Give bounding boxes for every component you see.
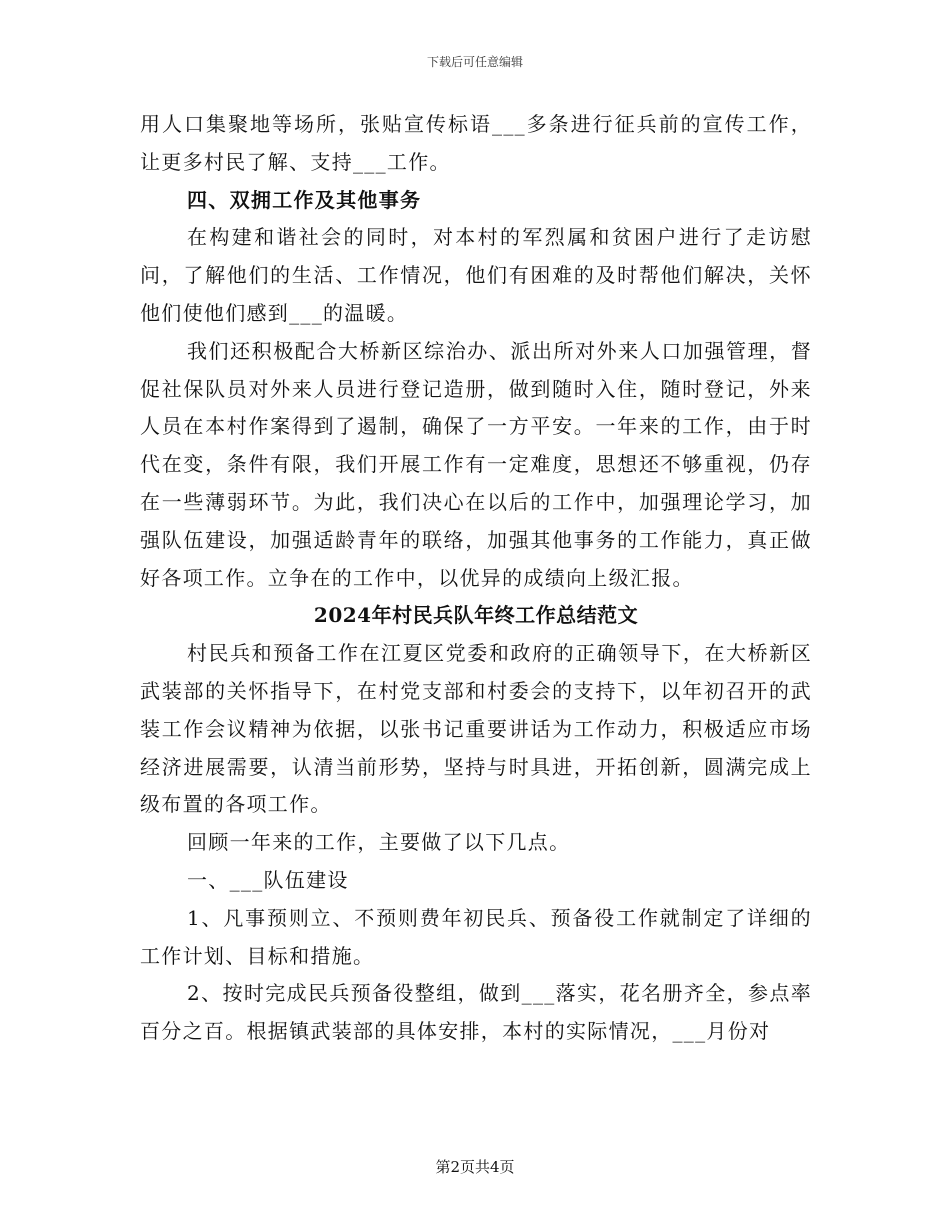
section-heading: 一、___队伍建设: [187, 867, 349, 892]
page-header: 下载后可任意编辑: [426, 55, 523, 69]
list-item: 1、凡事预则立、不预则费年初民兵、预备役工作就制定了详细的工作计划、目标和措施。: [140, 905, 812, 968]
body-paragraph: 回顾一年来的工作，主要做了以下几点。: [187, 830, 571, 855]
list-item: 2、按时完成民兵预备役整组，做到___落实，花名册齐全，参点率百分之百。根据镇武装部的具体安排，本村的实际情况，___月份对: [140, 981, 812, 1044]
body-paragraph: 用人口集聚地等场所，张贴宣传标语___多条进行征兵前的宣传工作，让更多村民了解、支持___工作。: [140, 112, 812, 174]
body-paragraph: 在构建和谐社会的同时，对本村的军烈属和贫困户进行了走访慰问，了解他们的生活、工作情况，他们有困难的及时帮他们解决，关怀他们使他们感到___的温暖。: [140, 225, 812, 325]
section-heading: 四、双拥工作及其他事务: [187, 187, 422, 212]
document-body: [140, 106, 812, 1051]
body-paragraph: 村民兵和预备工作在江夏区党委和政府的正确领导下，在大桥新区武装部的关怀指导下，在村党支部和村委会的支持下，以年初召开的武装工作会议精神为依据，以张书记重要讲话为工作动力，积极适应市场经济进展需要，认清当前形势，坚持与时具进，开拓创新，圆满完成上级布置的各项工作。: [140, 641, 812, 817]
body-paragraph: 我们还积极配合大桥新区综治办、派出所对外来人口加强管理，督促社保队员对外来人员进行登记造册，做到随时入住，随时登记，外来人员在本村作案得到了遏制，确保了一方平安。一年来的工作，由于时代在变，条件有限，我们开展工作有一定难度，思想还不够重视，仍存在一些薄弱环节。为此，我们决心在以后的工作中，加强理论学习，加强队伍建设，加强适龄青年的联络，加强其他事务的工作能力，真正做好各项工作。立争在的工作中，以优异的成绩向上级汇报。: [140, 338, 812, 590]
document-title: 2024年村民兵队年终工作总结范文: [313, 603, 639, 628]
page-number: 第2页共4页: [435, 1158, 515, 1176]
